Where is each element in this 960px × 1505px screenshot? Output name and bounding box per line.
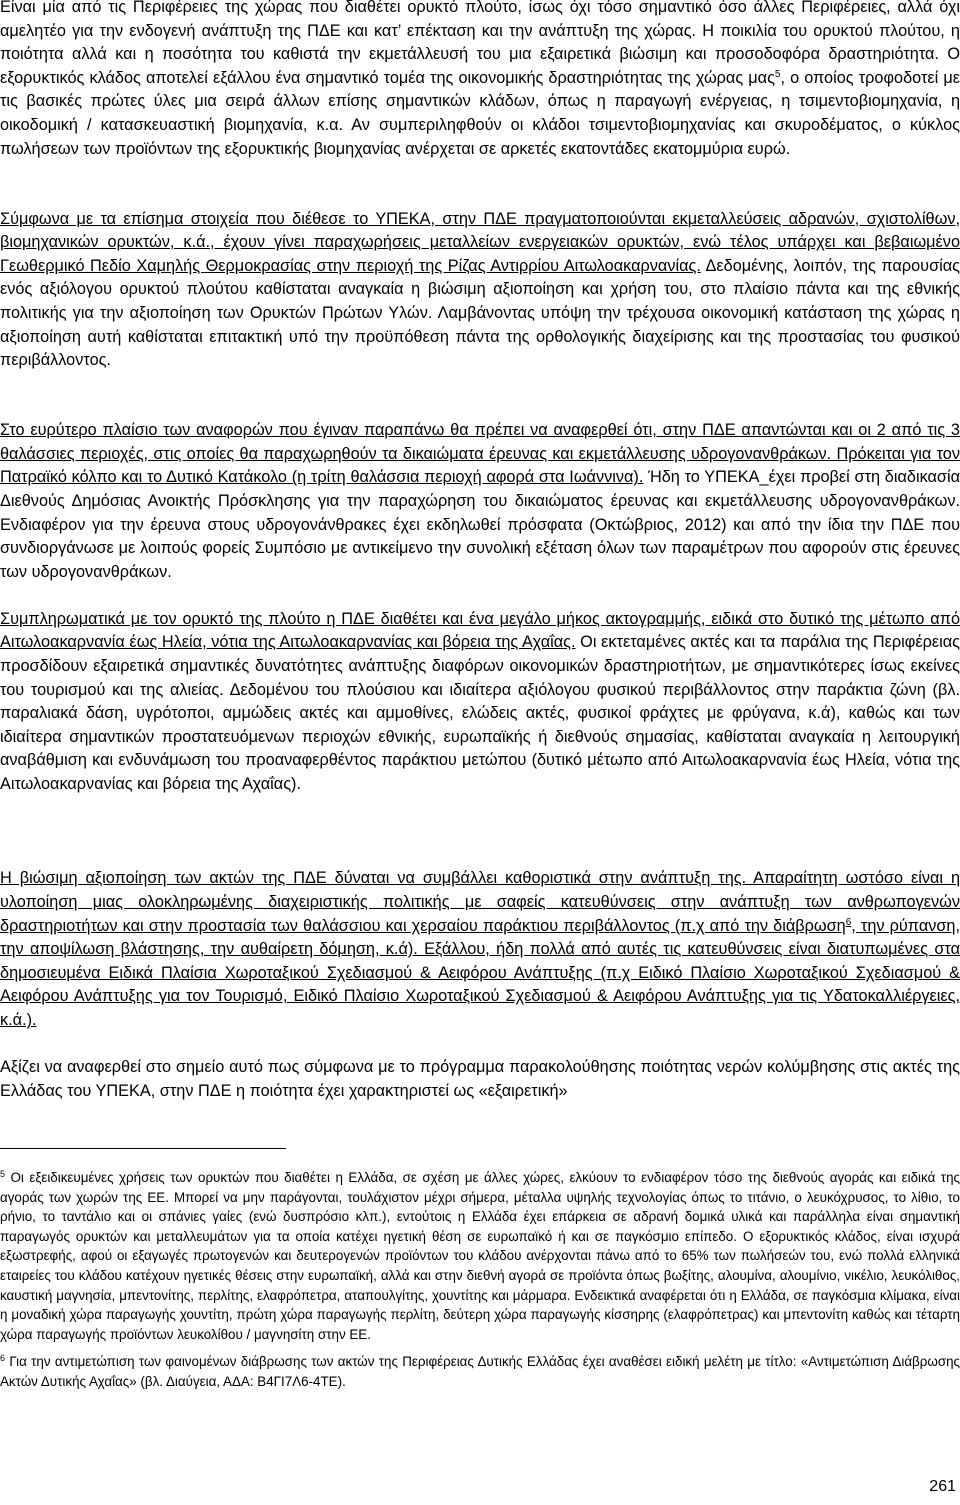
underlined-text: Συμπληρωματικά με τον ορυκτό της πλούτο η ΠΔΕ διαθέτει και ένα μεγάλο μήκος ακτογραμμής, ειδικά στο δυτικό της μέτωπο από Αιτωλοακαρνανία έως Ηλεία, νότια της Αιτωλοακαρνανίας και βόρεια της Αχαΐας. (0, 609, 960, 652)
text-run: Οι εκτεταμένες ακτές και τα παράλια της Περιφέρειας προσδίδουν εξαιρετικά σημαντικές δυνατότητες ανάπτυξης διαφόρων οικονομικών δραστηριοτήτων, με σημαντικότερες ίσως εκείνες του τουρισμού και της αλιείας. Δεδομένου του πλούσιου και ιδιαίτερα αξιόλογου φυσικού περιβάλλοντος στην παράκτια ζώνη (βλ. παραλιακά δάση, υγρότοποι, αμμώδεις ακτές και αμμοθίνες, ελώδεις ακτές, φυσικοί φράχτες με φρύγανα, κ.ά), καθώς και των ιδιαίτερα σημαντικών προστατευόμενων περιοχών εθνικής, ευρωπαϊκής ή διεθνούς σημασίας, καθίσταται αναγκαία η λειτουργική αναβάθμιση και ενδυνάμωση του προαναφερθέντος παράκτιου μετώπου (δυτικό μέτωπο από Αιτωλοακαρνανία έως Ηλεία, νότια της Αιτωλοακαρνανίας και βόρεια της Αχαΐας). (0, 633, 960, 793)
paragraph (0, 419, 960, 584)
paragraph (0, 867, 960, 1032)
underlined-text: Στο ευρύτερο πλαίσιο των αναφορών που έγιναν παραπάνω θα πρέπει να αναφερθεί ότι, στην ΠΔΕ απαντώνται και οι 2 από τις 3 θαλάσσιες περιοχές, στις οποίες θα παραχωρηθούν τα δικαιώματα έρευνας και εκμετάλλευσης υδρογονανθράκων. Πρόκειται για τον Πατραϊκό κόλπο και το Δυτικό Κατάκολο (η τρίτη θαλάσσια περιοχή αφορά στα Ιωάννινα). (0, 421, 960, 487)
underlined-text: Σύμφωνα με τα επίσημα στοιχεία που διέθεσε το ΥΠΕΚΑ, στην ΠΔΕ πραγματοποιούνται εκμεταλλεύσεις αδρανών, σχιστολίθων, βιομηχανικών ορυκτών, κ.ά., έχουν γίνει παραχωρήσεις μεταλλείων ενεργειακών ορυκτών, ενώ τέλος υπάρχει και βεβαιωμένο Γεωθερμικό Πεδίο Χαμηλής Θερμοκρασίας στην περιοχή της Ρίζας Αντιρρίου Αιτωλοακαρνανίας. (0, 209, 960, 275)
footnotes (0, 1168, 960, 1392)
footnote-reference: 6 (0, 1353, 6, 1364)
paragraph (0, 608, 960, 844)
footnote (0, 1168, 960, 1344)
paragraph (0, 0, 960, 184)
footnote-reference: 5 (774, 68, 781, 80)
text-run: Είναι μία από τις Περιφέρειες της χώρας που διαθέτει ορυκτό πλούτο, ίσως όχι τόσο σημαντικό όσο άλλες Περιφέρειες, αλλά όχι αμελητέο για την ενδογενή ανάπτυξη της ΠΔΕ και κατ’ επέκταση και την ανάπτυξη της χώρας. Η ποικιλία του ορυκτού πλούτου, η ποιότητα αλλά και η ποσότητα του καθιστά την εκμετάλλευσή του μια εξαιρετικά βιώσιμη και προσοδοφόρα δραστηριότητα. Ο εξορυκτικός κλάδος αποτελεί εξάλλου ένα σημαντικό τομέα της οικονομικής δραστηριότητας της χώρας μας (0, 0, 960, 87)
footnote-reference: 5 (0, 1169, 6, 1179)
text-run: Αξίζει να αναφερθεί στο σημείο αυτό πως σύμφωνα με το πρόγραμμα παρακολούθησης ποιότητας νερών κολύμβησης στις ακτές της Ελλάδας του ΥΠΕΚΑ, στην ΠΔΕ η ποιότητα έχει χαρακτηριστεί ως «εξαιρετική» (0, 1057, 960, 1100)
paragraph (0, 208, 960, 396)
footnote-reference: 6 (845, 916, 852, 928)
text-run: , ο οποίος τροφοδοτεί με τις βασικές πρώτες ύλες μια σειρά άλλων επίσης σημαντικών κλάδων, όπως η παραγωγή ενέργειας, η τσιμεντοβιομηχανία, η οικοδομική / κατασκευαστική βιομηχανία, κ.α. Αν συμπεριληφθούν οι κλάδοι τσιμεντοβιομηχανίας και σκυροδέματος, ο κύκλος πωλήσεων των προϊόντων της εξορυκτικής βιομηχανίας ανέρχεται σε αρκετές εκατοντάδες εκατομμύρια ευρώ. (0, 68, 960, 158)
page-number: 261 (929, 1478, 956, 1495)
text-run: Ήδη το ΥΠΕΚΑ_έχει προβεί στη διαδικασία Διεθνούς Δημόσιας Ανοικτής Πρόσκλησης για την παραχώρηση του δικαιώματος έρευνας και εκμετάλλευσης υδρογονανθράκων. Ενδιαφέρον για την έρευνα στους υδρογονάνθρακες έχει εκδηλωθεί πρόσφατα (Οκτώβριος, 2012) και από την ίδια την ΠΔΕ που συνδιοργάνωσε με λοιπούς φορείς Συμπόσιο με αντικείμενο την συνολική εξέταση όλων των παραμέτρων που αφορούν στις έρευνες των υδρογονανθράκων. (0, 468, 960, 581)
text-run: Για την αντιμετώπιση των φαινομένων διάβρωσης των ακτών της Περιφέρειας Δυτικής Ελλάδας έχει αναθέσει ειδική μελέτη με τίτλο: «Αντιμετώπιση Διάβρωσης Ακτών Δυτικής Αχαΐας» (βλ. Διαύγεια, ΑΔΑ: Β4ΓΙ7Λ6-4ΤΕ). (0, 1354, 960, 1389)
underlined-text: , την ρύπανση, την αποψίλωση βλάστησης, την αυθαίρετη δόμηση, κ.ά). Εξάλλου, ήδη πολλά από αυτές τις κατευθύνσεις είναι διατυπωμένες στα δημοσιευμένα Ειδικά Πλαίσια Χωροταξικού Σχεδιασμού & Αειφόρου Ανάπτυξης (π.χ Ειδικό Πλαίσιο Χωροταξικού Σχεδιασμού & Αειφόρου Ανάπτυξης για τον Τουρισμό, Ειδικό Πλαίσιο Χωροταξικού Σχεδιασμού & Αειφόρου Ανάπτυξης για τις Υδατοκαλλιέργειες, κ.ά.). (0, 916, 960, 1029)
text-run: Οι εξειδικευμένες χρήσεις των ορυκτών που διαθέτει η Ελλάδα, σε σχέση με άλλες χώρες, ελκύουν το ενδιαφέρον τόσο της διεθνούς αγοράς και ειδικά της αγοράς των χωρών της ΕΕ. Μπορεί να μην παράγονται, τουλάχιστον μέχρι σήμερα, μέταλλα υψηλής τεχνολογίας όπως το τιτάνιο, ο λευκόχρυσος, το λίθιο, το ρήνιο, το ταντάλιο και οι σπάνιες γαίες (ενώ δυσπρόσιο κλπ.), εντούτοις η Ελλάδα έχει επάρκεια σε αδρανή δομικά υλικά και παράλληλα είναι σημαντική παραγωγός ορυκτών και μεταλλευμάτων για τα οποία κατέχει ηγετική θέση σε ευρωπαϊκό ή και σε παγκόσμιο επίπεδο. Ο εξορυκτικός κλάδος, είναι ισχυρά εξωστρεφής, αφού οι εξαγωγές πρωτογενών και δευτερογενών προϊόντων του κλάδου ανέρχονται πάνω από το 65% των πωλήσεών του, ενώ πολλά ελληνικά εταιρείες του κλάδου κατέχουν ηγετικές θέσεις στην ευρωπαϊκή, αλλά και στην διεθνή αγορά σε προϊόντα όπως βωξίτης, αλουμίνα, αλουμίνιο, νικέλιο, λευκόλιθος, καυστική μαγνησία, μπεντονίτης, περλίτης, ελαφρόπετρα, αταπουλγίτης, χουντίτης και μάρμαρα. Ενδεικτικά αναφέρεται ότι η Ελλάδα, σε παγκόσμια κλίμακα, είναι η μοναδική χώρα παραγωγής χουντίτη, πρώτη χώρα παραγωγής περλίτη, δεύτερη χώρα παραγωγής κίσσηρης (ελαφρόπετρας) και μπεντονίτη καθώς και τέταρτη χώρα παραγωγής προϊόντων λευκολίθου / μαγνησίτη στην ΕΕ. (0, 1170, 960, 1342)
text-run: Δεδομένης, λοιπόν, της παρουσίας ενός αξιόλογου ορυκτού πλούτου καθίσταται αναγκαία η βιώσιμη αξιοποίηση και χρήση του, στο πλαίσιο πάντα και της εθνικής πολιτικής για την αξιοποίηση των Ορυκτών Πρώτων Υλών. Λαμβάνοντας υπόψη την τρέχουσα οικονομική κατάσταση της χώρας η αξιοποίηση αυτή καθίσταται επιτακτική υπό την προϋπόθεση πάντα της ορθολογικής διαχείρισης και της προστασίας του φυσικού περιβάλλοντος. (0, 256, 960, 370)
underlined-text: Η βιώσιμη αξιοποίηση των ακτών της ΠΔΕ δύναται να συμβάλλει καθοριστικά στην ανάπτυξη της. Απαραίτητη ωστόσο είναι η υλοποίηση μιας ολοκληρωμένης διαχειριστικής πολιτικής με σαφείς κατευθύνσεις στην ανάπτυξη των ανθρωπογενών δραστηριοτήτων και στην προστασία των θαλάσσιου και χερσαίου παράκτιου περιβάλλοντος (π.χ από την διάβρωση (0, 869, 960, 935)
footnote-separator (0, 1148, 286, 1149)
footnote (0, 1352, 960, 1391)
paragraph (0, 1056, 960, 1103)
